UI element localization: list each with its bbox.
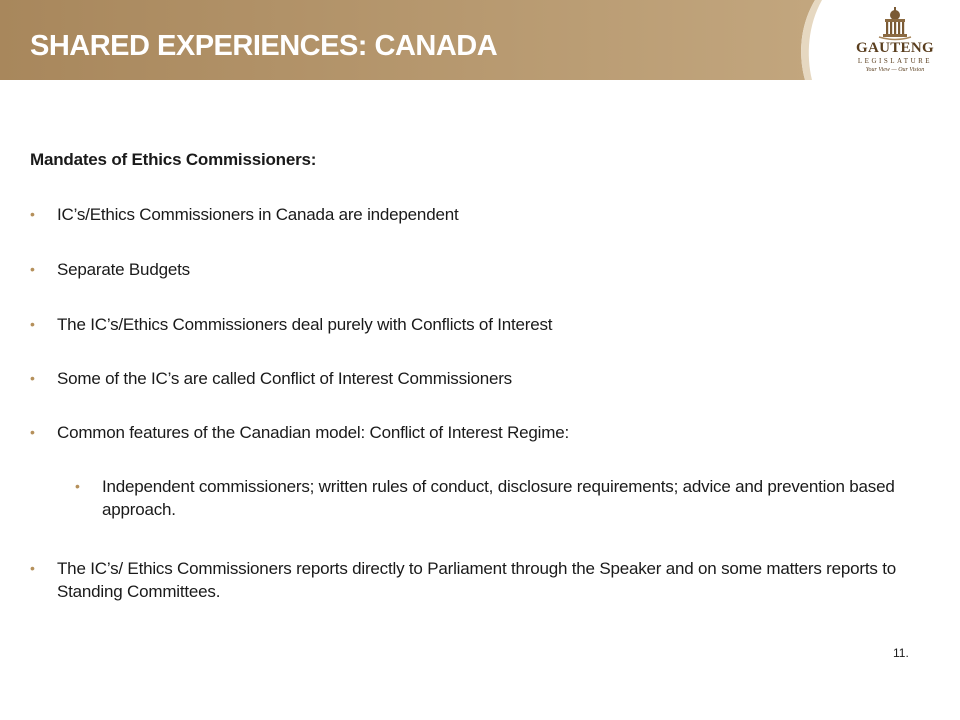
bullet-dot: • — [30, 261, 35, 277]
bullet-item — [30, 421, 910, 444]
bullet-dot: • — [30, 424, 35, 440]
bullet-text: Separate Budgets — [57, 260, 190, 279]
bullet-text: The IC’s/ Ethics Commissioners reports directly to Parliament through the Speaker and on some matters reports to Standing Committees. — [57, 559, 896, 601]
bullet-text: Some of the IC’s are called Conflict of Interest Commissioners — [57, 369, 512, 388]
bullet-dot: • — [30, 206, 35, 222]
bullet-item — [30, 557, 910, 603]
bullet-text: Common features of the Canadian model: Conflict of Interest Regime: — [57, 423, 569, 442]
subheading: Mandates of Ethics Commissioners: — [30, 150, 317, 169]
bullet-item — [30, 313, 910, 336]
gauteng-legislature-logo — [840, 6, 950, 78]
bullet-item — [30, 258, 910, 281]
bullet-dot: • — [30, 316, 35, 332]
logo-name: GAUTENG — [856, 40, 934, 56]
slide-title: SHARED EXPERIENCES: CANADA — [30, 30, 498, 62]
building-dome-icon — [877, 6, 913, 42]
bullet-dot: • — [30, 370, 35, 386]
page-number: 11. — [893, 646, 909, 660]
bullet-dot: • — [75, 478, 80, 494]
bullet-item — [30, 367, 910, 390]
logo-tagline: Your View — Our Vision — [865, 67, 925, 73]
bullet-item — [30, 203, 910, 226]
sub-bullet-item — [75, 475, 910, 521]
bullet-text: IC’s/Ethics Commissioners in Canada are independent — [57, 205, 459, 224]
logo-subtitle: LEGISLATURE — [857, 57, 933, 65]
bullet-text: Independent commissioners; written rules of conduct, disclosure requirements; advice and prevention based approach. — [102, 477, 895, 519]
bullet-text: The IC’s/Ethics Commissioners deal purely with Conflicts of Interest — [57, 315, 553, 334]
bullet-dot: • — [30, 560, 35, 576]
